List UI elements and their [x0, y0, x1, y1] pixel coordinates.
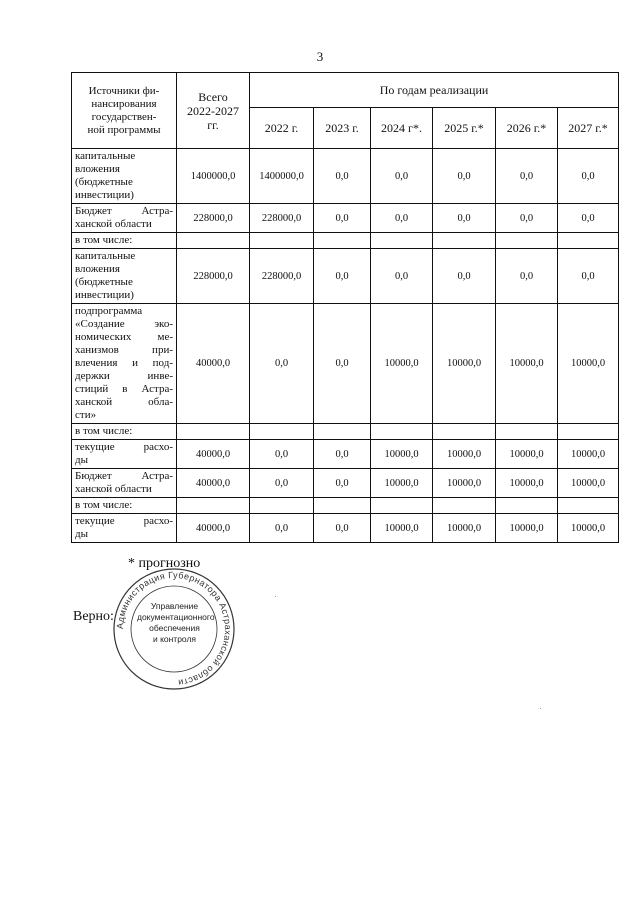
stamp-ring-text: Администрация Губернатора Астраханской области: [114, 569, 234, 688]
year-value-cell: 10000,0: [496, 440, 558, 469]
total-cell: 40000,0: [177, 304, 250, 424]
year-value-cell: [558, 424, 619, 440]
header-year: 2025 г.*: [433, 108, 496, 149]
header-year: 2026 г.*: [496, 108, 558, 149]
year-value-cell: 10000,0: [371, 440, 433, 469]
year-value-cell: 0,0: [250, 440, 314, 469]
year-value-cell: [433, 498, 496, 514]
year-value-cell: 0,0: [496, 249, 558, 304]
year-value-cell: 10000,0: [496, 514, 558, 543]
year-value-cell: 0,0: [314, 469, 371, 498]
total-cell: 40000,0: [177, 514, 250, 543]
header-source: Источники фи- нансирования государствен- ной программы: [72, 73, 177, 149]
table-row: [72, 514, 619, 543]
year-value-cell: 0,0: [558, 149, 619, 204]
row-label: Бюджет Астра- ханской области: [72, 204, 177, 233]
row-label: текущие расхо- ды: [72, 440, 177, 469]
header-year: 2022 г.: [250, 108, 314, 149]
year-value-cell: 0,0: [558, 249, 619, 304]
year-value-cell: 10000,0: [371, 514, 433, 543]
total-cell: [177, 233, 250, 249]
row-label: текущие расхо- ды: [72, 514, 177, 543]
total-cell: 40000,0: [177, 469, 250, 498]
total-cell: 228000,0: [177, 249, 250, 304]
year-value-cell: 10000,0: [433, 514, 496, 543]
year-value-cell: [371, 233, 433, 249]
year-value-cell: [314, 424, 371, 440]
year-value-cell: 0,0: [433, 249, 496, 304]
year-value-cell: 10000,0: [433, 440, 496, 469]
header-year: 2023 г.: [314, 108, 371, 149]
table-row: [72, 498, 619, 514]
year-value-cell: 10000,0: [371, 304, 433, 424]
row-label: капитальные вложения (бюджетные инвестиции): [72, 149, 177, 204]
year-value-cell: 10000,0: [496, 469, 558, 498]
total-cell: [177, 424, 250, 440]
table-row: [72, 469, 619, 498]
total-cell: 1400000,0: [177, 149, 250, 204]
row-label: подпрограмма «Создание эко- номических ме- ханизмов при- влечения и под- держки инве- стиций в Астра- ханской обла- сти»: [72, 304, 177, 424]
header-year: 2024 г*.: [371, 108, 433, 149]
year-value-cell: 0,0: [314, 149, 371, 204]
header-year: 2027 г.*: [558, 108, 619, 149]
year-value-cell: [496, 233, 558, 249]
year-value-cell: 0,0: [496, 204, 558, 233]
row-label: в том числе:: [72, 498, 177, 514]
year-value-cell: [250, 498, 314, 514]
year-value-cell: [250, 424, 314, 440]
year-value-cell: [371, 498, 433, 514]
year-value-cell: 10000,0: [558, 514, 619, 543]
footnote: * прогнозно: [128, 556, 201, 571]
year-value-cell: 0,0: [250, 469, 314, 498]
row-label: Бюджет Астра- ханской области: [72, 469, 177, 498]
year-value-cell: [433, 233, 496, 249]
header-total: Всего 2022-2027 гг.: [177, 73, 250, 149]
row-label: в том числе:: [72, 233, 177, 249]
year-value-cell: 0,0: [371, 249, 433, 304]
table-row: [72, 233, 619, 249]
header-years-group: По годам реализации: [250, 73, 619, 108]
total-cell: 40000,0: [177, 440, 250, 469]
year-value-cell: 10000,0: [371, 469, 433, 498]
row-label: капитальные вложения (бюджетные инвестиции): [72, 249, 177, 304]
table-row: [72, 149, 619, 204]
year-value-cell: 10000,0: [558, 440, 619, 469]
year-value-cell: 0,0: [496, 149, 558, 204]
year-value-cell: 0,0: [314, 249, 371, 304]
year-value-cell: [558, 498, 619, 514]
year-value-cell: 10000,0: [558, 469, 619, 498]
year-value-cell: 0,0: [314, 440, 371, 469]
table-row: [72, 204, 619, 233]
year-value-cell: 0,0: [371, 149, 433, 204]
year-value-cell: [314, 233, 371, 249]
financing-table: [71, 72, 619, 543]
year-value-cell: 10000,0: [496, 304, 558, 424]
year-value-cell: 0,0: [314, 514, 371, 543]
row-label: в том числе:: [72, 424, 177, 440]
year-value-cell: [250, 233, 314, 249]
year-value-cell: [496, 498, 558, 514]
table-row: [72, 440, 619, 469]
stamp-center-text: Управление документационного обеспечения и контроля: [137, 601, 215, 644]
year-value-cell: 10000,0: [558, 304, 619, 424]
page-number: 3: [316, 49, 324, 64]
scan-speck: [275, 596, 276, 597]
total-cell: 228000,0: [177, 204, 250, 233]
table-row: [72, 424, 619, 440]
year-value-cell: 0,0: [314, 204, 371, 233]
year-value-cell: 0,0: [433, 149, 496, 204]
table-row: [72, 249, 619, 304]
scan-speck: [540, 708, 541, 709]
year-value-cell: 0,0: [250, 304, 314, 424]
year-value-cell: 10000,0: [433, 469, 496, 498]
year-value-cell: 228000,0: [250, 204, 314, 233]
year-value-cell: [496, 424, 558, 440]
table-row: [72, 304, 619, 424]
year-value-cell: 0,0: [314, 304, 371, 424]
year-value-cell: 228000,0: [250, 249, 314, 304]
year-value-cell: 1400000,0: [250, 149, 314, 204]
year-value-cell: 0,0: [250, 514, 314, 543]
year-value-cell: [371, 424, 433, 440]
year-value-cell: [314, 498, 371, 514]
total-cell: [177, 498, 250, 514]
year-value-cell: [433, 424, 496, 440]
year-value-cell: 10000,0: [433, 304, 496, 424]
year-value-cell: 0,0: [371, 204, 433, 233]
year-value-cell: 0,0: [558, 204, 619, 233]
table-body: [72, 149, 619, 543]
certification-label: Верно:: [73, 609, 114, 624]
year-value-cell: 0,0: [433, 204, 496, 233]
year-value-cell: [558, 233, 619, 249]
